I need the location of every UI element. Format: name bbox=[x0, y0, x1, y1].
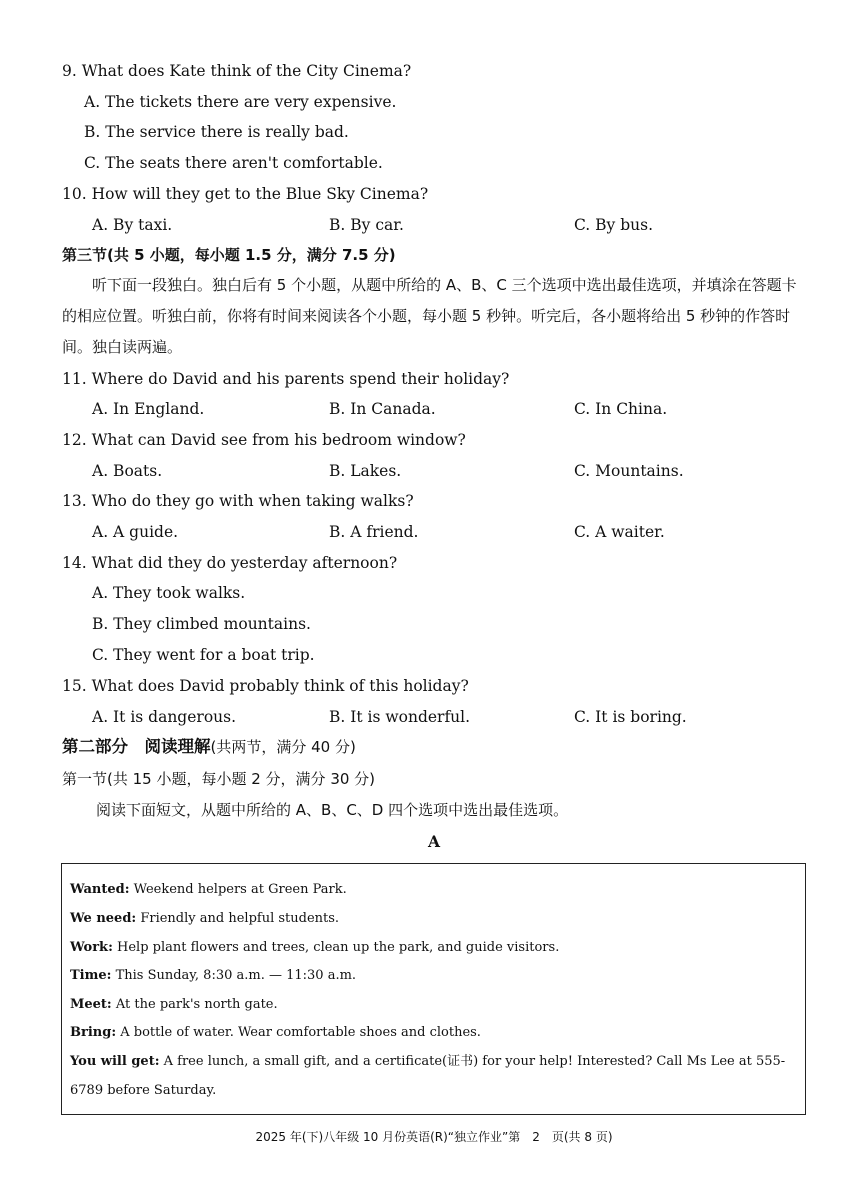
meet-label: Meet: bbox=[70, 997, 112, 1012]
option-11c: C. In China. bbox=[574, 400, 668, 418]
question-15: 15. What does David probably think of this holiday? bbox=[62, 677, 469, 695]
option-12a: A. Boats. bbox=[92, 462, 163, 480]
option-15b: B. It is wonderful. bbox=[329, 708, 471, 726]
bring-label: Bring: bbox=[70, 1025, 117, 1040]
get-line bbox=[70, 1047, 800, 1105]
option-12b: B. Lakes. bbox=[329, 462, 402, 480]
page-footer: 2025 年(下)八年级 10 月份英语(R)“独立作业”第 2 页(共 8 页) bbox=[255, 1130, 613, 1144]
option-15c: C. It is boring. bbox=[574, 708, 687, 726]
option-11b: B. In Canada. bbox=[329, 400, 436, 418]
question-14: 14. What did they do yesterday afternoon? bbox=[62, 554, 398, 572]
passage-letter: A bbox=[427, 832, 441, 851]
question-9: 9. What does Kate think of the City Cinema? bbox=[62, 62, 412, 80]
question-13: 13. Who do they go with when taking walks? bbox=[62, 492, 414, 510]
option-9c: C. The seats there aren't comfortable. bbox=[84, 154, 383, 172]
option-14a: A. They took walks. bbox=[92, 584, 246, 602]
section-3-title: 第三节(共 5 小题，每小题 1.5 分，满分 7.5 分) bbox=[62, 246, 396, 264]
part-2-title: 第二部分 阅读理解 bbox=[62, 737, 211, 756]
option-10a: A. By taxi. bbox=[92, 216, 173, 234]
option-14b: B. They climbed mountains. bbox=[92, 615, 311, 633]
part-2-heading bbox=[62, 737, 356, 757]
time-text: This Sunday, 8:30 a.m. — 11:30 a.m. bbox=[111, 968, 357, 983]
question-10: 10. How will they get to the Blue Sky Cinema? bbox=[62, 185, 429, 203]
option-10b: B. By car. bbox=[329, 216, 404, 234]
meet-line bbox=[70, 996, 278, 1014]
question-12: 12. What can David see from his bedroom window? bbox=[62, 431, 466, 449]
option-15a: A. It is dangerous. bbox=[92, 708, 237, 726]
wanted-text: Weekend helpers at Green Park. bbox=[129, 882, 347, 897]
need-label: We need: bbox=[70, 911, 137, 926]
option-10c: C. By bus. bbox=[574, 216, 654, 234]
bring-text: A bottle of water. Wear comfortable shoes and clothes. bbox=[116, 1025, 481, 1040]
section-1-instructions: 阅读下面短文，从题中所给的 A、B、C、D 四个选项中选出最佳选项。 bbox=[96, 801, 569, 819]
get-label: You will get: bbox=[70, 1054, 160, 1069]
option-13b: B. A friend. bbox=[329, 523, 419, 541]
section-1-title: 第一节(共 15 小题，每小题 2 分，满分 30 分) bbox=[62, 770, 376, 788]
option-9b: B. The service there is really bad. bbox=[84, 123, 349, 141]
option-13a: A. A guide. bbox=[92, 523, 179, 541]
bring-line bbox=[70, 1024, 481, 1042]
wanted-line bbox=[70, 881, 347, 899]
section-3-instructions: 听下面一段独白。独白后有 5 个小题，从题中所给的 A、B、C 三个选项中选出最佳选项，并填涂在答题卡的相应位置。听独白前，你将有时间来阅读各个小题，每小题 5 秒钟。听完后，各小题将给出 5 秒钟的作答时间。独白读两遍。 bbox=[62, 276, 797, 356]
question-11: 11. Where do David and his parents spend their holiday? bbox=[62, 370, 510, 388]
time-label: Time: bbox=[70, 968, 112, 983]
need-text: Friendly and helpful students. bbox=[136, 911, 340, 926]
option-13c: C. A waiter. bbox=[574, 523, 665, 541]
option-12c: C. Mountains. bbox=[574, 462, 684, 480]
work-label: Work: bbox=[70, 940, 113, 955]
time-line bbox=[70, 967, 356, 985]
need-line bbox=[70, 910, 339, 928]
get-text: A free lunch, a small gift, and a certificate(证书) for your help! Interested? Call Ms Lee at 555-6789 before Saturday. bbox=[70, 1054, 786, 1098]
option-9a: A. The tickets there are very expensive. bbox=[84, 93, 397, 111]
option-14c: C. They went for a boat trip. bbox=[92, 646, 315, 664]
meet-text: At the park's north gate. bbox=[111, 997, 278, 1012]
passage-box bbox=[61, 863, 806, 1115]
work-line bbox=[70, 939, 559, 957]
option-11a: A. In England. bbox=[92, 400, 205, 418]
wanted-label: Wanted: bbox=[70, 882, 130, 897]
work-text: Help plant flowers and trees, clean up the park, and guide visitors. bbox=[112, 940, 560, 955]
part-2-subtitle: (共两节，满分 40 分) bbox=[210, 738, 356, 756]
